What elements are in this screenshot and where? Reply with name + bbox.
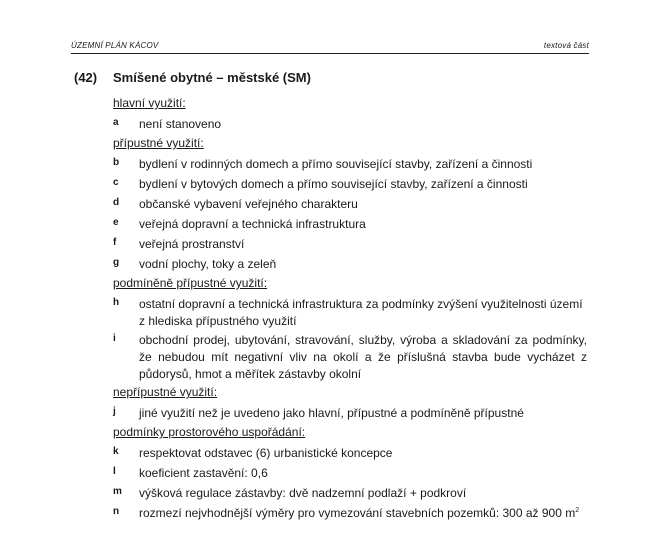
item-text: bydlení v rodinných domech a přímo související stavby, zařízení a činnosti [139,157,533,171]
category-conditional-use: podmíněně přípustné využití: [113,276,268,290]
item-text-main: rozmezí nejvhodnější výměry pro vymezování stavebních pozemků: 300 až 900 m [139,506,576,520]
item-text: veřejná dopravní a technická infrastruktura [139,217,366,231]
item-letter: j [113,406,116,417]
item-letter: k [113,446,119,457]
category-allowed-use: přípustné využití: [113,136,204,150]
document-section-label: textová část [543,41,589,50]
section-title: Smíšené obytné – městské (SM) [113,70,311,85]
item-letter: f [113,237,117,248]
item-text [139,505,587,522]
item-text: výšková regulace zástavby: dvě nadzemní podlaží + podkroví [139,486,467,500]
item-text: bydlení v bytových domech a přímo související stavby, zařízení a činnosti [139,177,528,191]
item-text: není stanoveno [139,117,222,131]
item-text: jiné využití než je uvedeno jako hlavní, přípustné a podmíněně přípustné [139,406,524,420]
item-letter: b [113,157,120,168]
item-letter: d [113,197,120,208]
item-text: vodní plochy, toky a zeleň [139,257,277,271]
item-text: občanské vybavení veřejného charakteru [139,197,358,211]
item-letter: c [113,177,119,188]
category-forbidden-use: nepřípustné využití: [113,385,218,399]
superscript: 2 [575,507,580,514]
section-number: (42) [74,70,98,85]
category-main-use: hlavní využití: [113,96,186,110]
item-letter: g [113,257,120,268]
page-header [71,41,589,54]
item-text: respektovat odstavec (6) urbanistické koncepce [139,446,393,460]
item-letter: e [113,217,119,228]
item-text: veřejná prostranství [139,237,245,251]
item-letter: m [113,486,122,497]
item-letter: a [113,117,119,128]
document-title: ÚZEMNÍ PLÁN KÁCOV [71,41,159,50]
item-letter: i [113,333,116,344]
category-spatial-conditions: podmínky prostorového uspořádání: [113,425,306,439]
item-letter: l [113,466,116,477]
item-text: obchodní prodej, ubytování, stravování, služby, výroba a skladování za podmínky, že nebudou mít negativní vliv na okolí a že příslušná stavba bude vycházet z půdorysů, hmot a měřítek zástavby okolní [139,333,587,381]
item-text: koeficient zastavění: 0,6 [139,466,268,480]
item-letter: n [113,506,120,517]
item-letter: h [113,297,120,308]
item-text: ostatní dopravní a technická infrastruktura za podmínky zvýšení využitelnosti území z hlediska přípustného využití [139,297,583,328]
